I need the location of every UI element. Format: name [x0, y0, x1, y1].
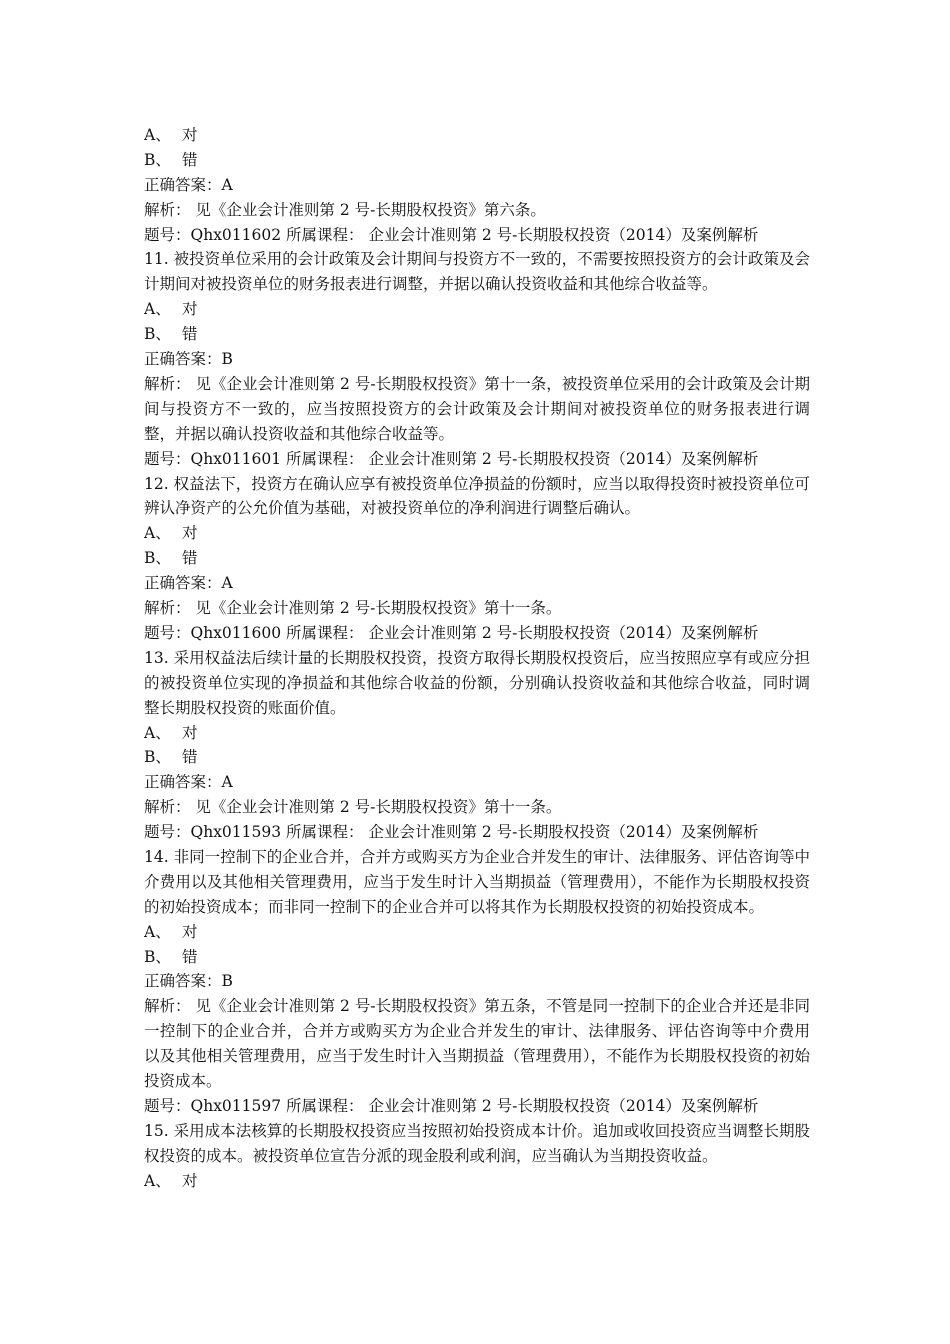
question-stem: 15. 采用成本法核算的长期股权投资应当按照初始投资成本计价。追加或收回投资应当调整长期股权投资的成本。被投资单位宣告分派的现金股利或利润，应当确认为当期投资收益。 [144, 1121, 810, 1165]
option-a [144, 920, 810, 945]
option-a-key: A、 [144, 126, 171, 144]
option-a-text: 对 [182, 723, 198, 742]
correct-answer: 正确答案：B [144, 350, 233, 369]
question-meta: 题号：Qhx011601 所属课程： 企业会计准则第 2 号-长期股权投资（2014）及案例解析 [144, 449, 759, 468]
option-a-key: A、 [144, 1171, 171, 1190]
correct-answer: 正确答案：B [144, 972, 233, 991]
option-b-key: B、 [144, 150, 171, 169]
option-a-text: 对 [182, 922, 198, 941]
option-a-key: A、 [144, 723, 171, 742]
option-b [144, 945, 810, 970]
analysis: 解析： 见《企业会计准则第 2 号-长期股权投资》第五条，不管是同一控制下的企业合并还是非同一控制下的企业合并，合并方或购买方为企业合并发生的审计、法律服务、评估咨询等中介费用以及其他相关管理费用，应当于发生时计入当期损益（管理费用），不能作为长期股权投资的初始投资成本。 [144, 997, 810, 1091]
question-stem: 13. 采用权益法后续计量的长期股权投资，投资方取得长期股权投资后，应当按照应享有或应分担的被投资单位实现的净损益和其他综合收益的份额，分别确认投资收益和其他综合收益，同时调整长期股权投资的账面价值。 [144, 648, 810, 717]
option-b [144, 322, 810, 347]
option-b-text: 错 [182, 150, 198, 169]
option-a [144, 521, 810, 546]
question-stem: 14. 非同一控制下的企业合并，合并方或购买方为企业合并发生的审计、法律服务、评估咨询等中介费用以及其他相关管理费用，应当于发生时计入当期损益（管理费用），不能作为长期股权投资的初始投资成本；而非同一控制下的企业合并可以将其作为长期股权投资的初始投资成本。 [144, 847, 810, 916]
option-a [144, 721, 810, 746]
option-b [144, 546, 810, 571]
option-a [144, 297, 810, 322]
analysis: 解析： 见《企业会计准则第 2 号-长期股权投资》第十一条。 [144, 798, 562, 817]
analysis: 解析： 见《企业会计准则第 2 号-长期股权投资》第十一条，被投资单位采用的会计政策及会计期间与投资方不一致的，应当按照投资方的会计政策及会计期间对被投资单位的财务报表进行调整，并据以确认投资收益和其他综合收益等。 [144, 374, 810, 443]
question-meta: 题号：Qhx011602 所属课程： 企业会计准则第 2 号-长期股权投资（2014）及案例解析 [144, 225, 759, 244]
option-b-key: B、 [144, 748, 171, 767]
option-b [144, 745, 810, 770]
option-a-key: A、 [144, 524, 171, 543]
document-page [144, 123, 810, 1194]
question-stem: 12. 权益法下，投资方在确认应享有被投资单位净损益的份额时，应当以取得投资时被投资单位可辨认净资产的公允价值为基础，对被投资单位的净利润进行调整后确认。 [144, 474, 810, 518]
option-a-key: A、 [144, 922, 171, 941]
option-a-text: 对 [182, 524, 198, 543]
option-a-text: 对 [182, 300, 198, 319]
correct-answer: 正确答案：A [144, 175, 233, 194]
analysis: 解析： 见《企业会计准则第 2 号-长期股权投资》第十一条。 [144, 599, 562, 618]
option-b-key: B、 [144, 325, 171, 344]
option-b [144, 148, 810, 173]
option-a-text: 对 [182, 126, 198, 144]
option-a-text: 对 [182, 1171, 198, 1190]
correct-answer: 正确答案：A [144, 574, 233, 593]
question-meta: 题号：Qhx011593 所属课程： 企业会计准则第 2 号-长期股权投资（2014）及案例解析 [144, 823, 759, 842]
question-meta: 题号：Qhx011597 所属课程： 企业会计准则第 2 号-长期股权投资（2014）及案例解析 [144, 1097, 759, 1115]
question-stem: 11. 被投资单位采用的会计政策及会计期间与投资方不一致的，不需要按照投资方的会计政策及会计期间对被投资单位的财务报表进行调整，并据以确认投资收益和其他综合收益等。 [144, 250, 810, 294]
correct-answer: 正确答案：A [144, 773, 233, 792]
analysis: 解析： 见《企业会计准则第 2 号-长期股权投资》第六条。 [144, 200, 546, 219]
option-b-text: 错 [182, 549, 198, 568]
option-a-key: A、 [144, 300, 171, 319]
option-b-text: 错 [182, 325, 198, 344]
option-b-text: 错 [182, 947, 198, 966]
option-b-text: 错 [182, 748, 198, 767]
option-a [144, 1169, 810, 1194]
question-meta: 题号：Qhx011600 所属课程： 企业会计准则第 2 号-长期股权投资（2014）及案例解析 [144, 623, 759, 642]
option-b-key: B、 [144, 947, 171, 966]
option-a [144, 123, 810, 148]
option-b-key: B、 [144, 549, 171, 568]
